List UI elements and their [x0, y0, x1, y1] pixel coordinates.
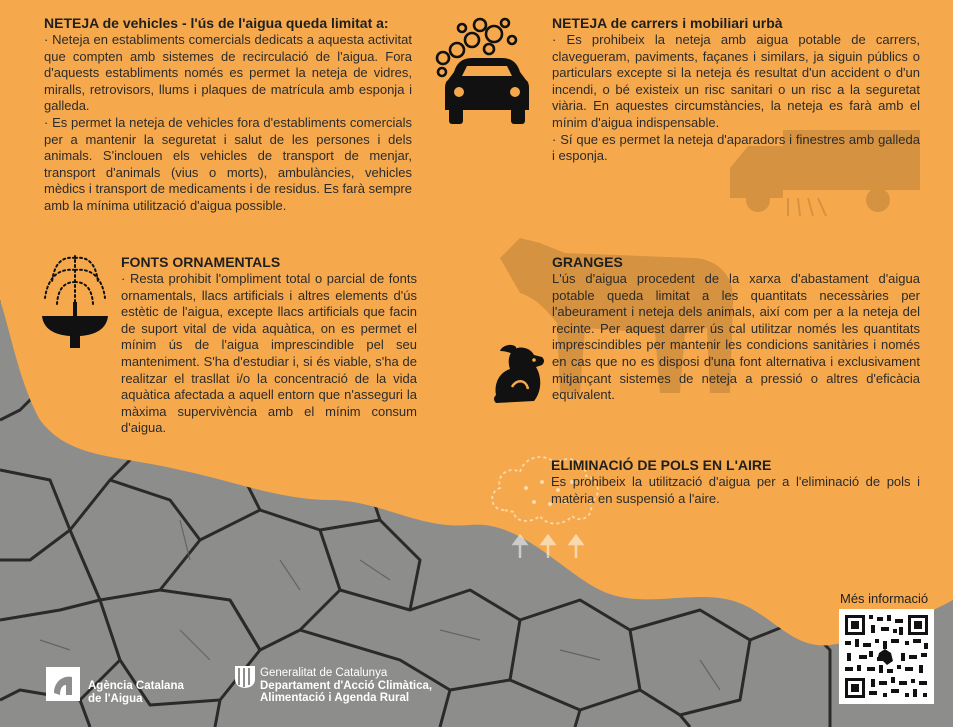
fountains-section: [121, 254, 417, 437]
aca-line-2: de l'Aigua: [88, 692, 143, 705]
qr-code[interactable]: [839, 609, 934, 704]
aca-line-1: Agència Catalana: [88, 680, 184, 692]
vehicles-paragraph-2: · Es permet la neteja de vehicles fora d'establiments comercials per a mantenir la seguretat i salut de les persones i dels animals. S'inclouen els vehicles de transport de menjar, transport d'animals (vius o morts), ambulàncies, vehicles mèdics i transport de medicaments i de residus. Es farà sempre amb la mínima utilització d'aigua possible.: [44, 114, 412, 213]
aca-logo-icon: [44, 665, 84, 705]
streets-title: NETEJA de carrers i mobiliari urbà: [552, 15, 783, 31]
streets-paragraph-1: · Es prohibeix la neteja amb aigua potable de carrers, clavegueram, paviments, façanes i similars, ja siguin públics o particulars excepte si la neteja és resultat d'un accident o d'un incendi, o bé existeix un risc sanitari o un risc a la seguretat viària. En aquestes circumstàncies, la neteja es farà amb el mínim d'aigua indispensable.: [552, 32, 920, 130]
streets-paragraph-2: · Sí que es permet la neteja d'aparadors i finestres amb galleda i esponja.: [552, 131, 920, 164]
car-wash-icon: [432, 14, 532, 126]
vehicles-section: [44, 15, 412, 215]
farms-title: GRANGES: [552, 254, 623, 270]
fountains-title: FONTS ORNAMENTALS: [121, 254, 281, 270]
fountains-paragraph: · Resta prohibit l'ompliment total o parcial de fonts ornamentals, llacs artificials i altres elements d'ús estètic de l'aigua, excepte llacs artificials que facin de suport vital de vida aquàtica, on es permet el mínim ús de l'aigua imprescindible pel seu manteniment. S'ha d'estudiar i, si és viable, s'ha de realitzar el trasllat i/o la concentració de la vida aquàtica afectada a aquell entorn que n'asseguri la màxima supervivència amb el mínim consum d'aigua.: [121, 271, 417, 436]
dust-paragraph: Es prohibeix la utilització d'aigua per a l'eliminació de pols i matèria en suspensió a l'aire.: [551, 474, 920, 506]
farms-paragraph: L'ús d'aigua procedent de la xarxa d'abastament d'aigua potable queda limitat a les quantitats necessàries per l'abeurament i neteja dels animals, així com per a la neteja del recinte. Per aquest darrer ús cal utilitzar només les quantitats imprescindibles per mantenir les condicions sanitàries i només en cas que no es disposi d'una font alternativa i exclusivament mitjançant sistemes de neteja a pressió o altres d'eficàcia equivalent.: [552, 271, 920, 403]
vehicles-paragraph-1: · Neteja en establiments comercials dedicats a aquesta activitat que compten amb sistemes de recirculació de l'aigua. Fora d'aquests establiments només es permet la neteja de vidres, miralls, retrovisors, llums i plaques de matrícula amb esponja i galleda.: [44, 32, 412, 114]
gencat-line-2: Departament d'Acció Climàtica,: [260, 679, 433, 692]
streets-section: [552, 15, 920, 165]
more-info-label: Més informació: [840, 591, 929, 606]
gencat-line-3: Alimentació i Agenda Rural: [260, 692, 410, 704]
gencat-logo-icon: [234, 665, 256, 689]
aca-logo-text: [88, 680, 184, 705]
rabbit-icon: [490, 343, 548, 405]
gencat-logo-text: [260, 667, 432, 705]
gencat-line-1: Generalitat de Catalunya: [260, 667, 388, 679]
dust-section: [551, 457, 920, 507]
dust-title: ELIMINACIÓ DE POLS EN L'AIRE: [551, 457, 772, 473]
farms-section: [552, 254, 920, 404]
vehicles-title: NETEJA de vehicles - l'ús de l'aigua queda limitat a:: [44, 15, 389, 31]
fountain-icon: [40, 252, 110, 350]
